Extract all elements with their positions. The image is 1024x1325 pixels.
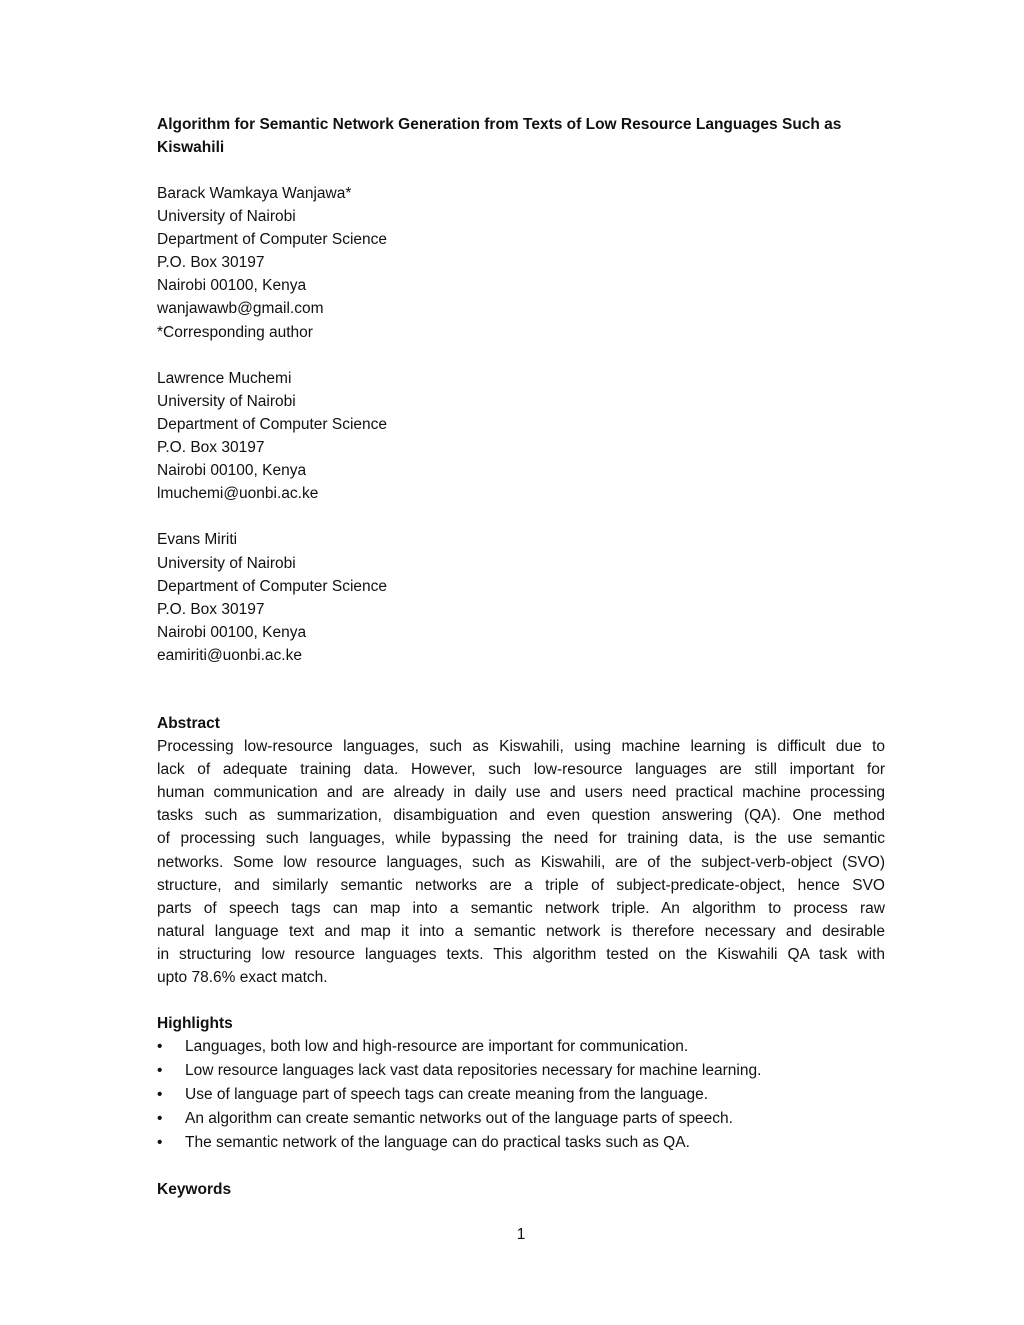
- author-line: Nairobi 00100, Kenya: [157, 277, 307, 295]
- highlights-heading: Highlights: [157, 1015, 233, 1032]
- author-line: wanjawawb@gmail.com: [157, 300, 324, 318]
- abstract-line: networks. Some low resource languages, such as Kiswahili, are of the subject-verb-object (SVO): [157, 853, 885, 871]
- author-block: [157, 182, 885, 344]
- page-number: 1: [516, 1226, 526, 1243]
- abstract-line: structure, and similarly semantic networks are a triple of subject-predicate-object, hence SVO: [157, 876, 885, 894]
- highlights-section: [157, 1012, 885, 1155]
- author-line: Department of Computer Science: [157, 415, 388, 433]
- abstract-line: parts of speech tags can map into a semantic network triple. An algorithm to process raw: [157, 899, 885, 917]
- author-line: Nairobi 00100, Kenya: [157, 462, 307, 480]
- author-line: *Corresponding author: [157, 323, 313, 341]
- author-line: University of Nairobi: [157, 392, 296, 410]
- keywords-heading: Keywords: [157, 1181, 232, 1198]
- highlight-item: [157, 1035, 885, 1059]
- highlight-item: [157, 1107, 885, 1131]
- author-line: eamiriti@uonbi.ac.ke: [157, 646, 302, 664]
- abstract-line: natural language text and map it into a semantic network is therefore necessary and desirable: [157, 922, 885, 940]
- bullet-icon: •: [157, 1038, 163, 1056]
- highlight-text: Use of language part of speech tags can create meaning from the language.: [185, 1086, 709, 1104]
- author-block: [157, 367, 885, 506]
- abstract-line: Processing low-resource languages, such as Kiswahili, using machine learning is difficult due to: [157, 738, 885, 756]
- highlight-item: [157, 1083, 885, 1107]
- title-line: Kiswahili: [157, 139, 225, 157]
- author-line: Lawrence Muchemi: [157, 369, 292, 387]
- author-line: University of Nairobi: [157, 554, 296, 572]
- highlight-text: The semantic network of the language can do practical tasks such as QA.: [185, 1134, 690, 1152]
- author-line: P.O. Box 30197: [157, 600, 265, 618]
- keywords-section: [157, 1178, 885, 1201]
- author-list: [157, 182, 885, 667]
- author-line: Barack Wamkaya Wanjawa*: [157, 185, 352, 202]
- paper-title: [157, 113, 885, 159]
- highlight-text: Low resource languages lack vast data repositories necessary for machine learning.: [185, 1062, 762, 1080]
- author-line: Department of Computer Science: [157, 577, 388, 595]
- title-line: Algorithm for Semantic Network Generation from Texts of Low Resource Languages Such as: [157, 116, 842, 133]
- author-line: P.O. Box 30197: [157, 254, 265, 272]
- abstract-line: tasks such as summarization, disambiguation and even question answering (QA). One method: [157, 807, 885, 825]
- bullet-icon: •: [157, 1134, 163, 1152]
- abstract-line: upto 78.6% exact match.: [157, 969, 328, 987]
- author-line: Nairobi 00100, Kenya: [157, 623, 307, 641]
- author-line: Department of Computer Science: [157, 231, 388, 249]
- author-block: [157, 528, 885, 667]
- bullet-icon: •: [157, 1062, 163, 1080]
- abstract-line: in structuring low resource languages texts. This algorithm tested on the Kiswahili QA task with: [157, 945, 885, 963]
- abstract-line: human communication and are already in daily use and users need practical machine processing: [157, 784, 885, 802]
- author-line: P.O. Box 30197: [157, 439, 265, 457]
- highlight-item: [157, 1131, 885, 1155]
- highlight-text: An algorithm can create semantic networks out of the language parts of speech.: [185, 1110, 733, 1128]
- highlight-text: Languages, both low and high-resource are important for communication.: [185, 1038, 689, 1056]
- highlight-item: [157, 1059, 885, 1083]
- abstract-heading: Abstract: [157, 715, 220, 732]
- author-line: lmuchemi@uonbi.ac.ke: [157, 485, 319, 503]
- author-line: Evans Miriti: [157, 531, 238, 549]
- abstract-section: [157, 712, 885, 989]
- highlights-list: [157, 1035, 885, 1155]
- abstract-body: [157, 735, 885, 989]
- bullet-icon: •: [157, 1110, 163, 1128]
- bullet-icon: •: [157, 1086, 163, 1104]
- abstract-line: of processing such languages, while bypassing the need for training data, is the use semantic: [157, 830, 885, 848]
- author-line: University of Nairobi: [157, 208, 296, 226]
- abstract-line: lack of adequate training data. However, such low-resource languages are still important for: [157, 761, 885, 779]
